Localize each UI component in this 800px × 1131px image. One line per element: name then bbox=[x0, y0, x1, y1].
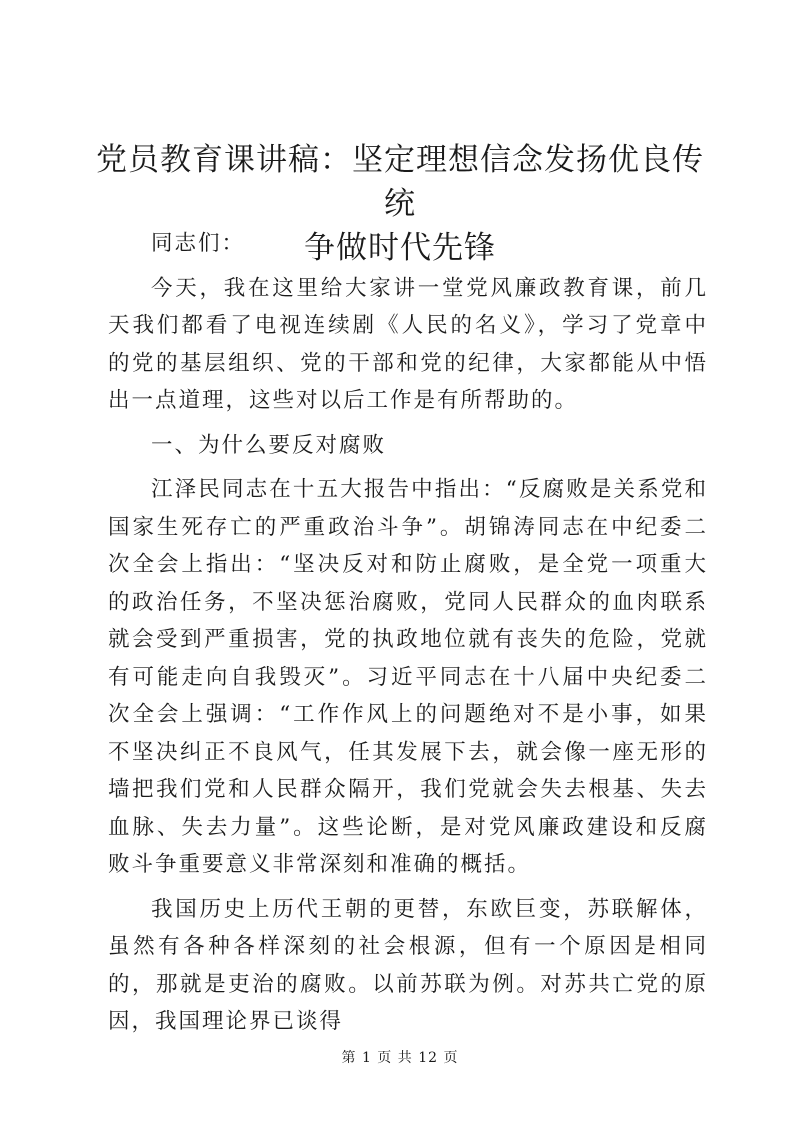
page-number-footer: 第 1 页 共 12 页 bbox=[341, 1050, 459, 1066]
salutation-paragraph: 同志们： bbox=[151, 231, 246, 256]
section-heading: 一、为什么要反对腐败 bbox=[151, 432, 387, 458]
title-line-1: 党员教育课讲稿：坚定理想信念发扬优良传统 bbox=[96, 142, 704, 222]
document-body bbox=[108, 225, 708, 1048]
intro-paragraph: 今天，我在这里给大家讲一堂党风廉政教育课，前几天我们都看了电视连续剧《人民的名义》，学习了党章中的党的基层组织、党的干部和党的纪律，大家都能从中悟出一点道理，这些对以后工作是有所帮助的。 bbox=[108, 275, 708, 413]
title-line-2: 争做时代先锋 bbox=[304, 230, 496, 266]
history-paragraph: 我国历史上历代王朝的更替，东欧巨变，苏联解体，虽然有各种各样深刻的社会根源，但有一个原因是相同的，那就是吏治的腐败。以前苏联为例。对苏共亡党的原因，我国理论界已谈得 bbox=[108, 896, 708, 1034]
quotes-paragraph: 江泽民同志在十五大报告中指出：“反腐败是关系党和国家生死存亡的严重政治斗争”。胡锦涛同志在中纪委二次全会上指出：“坚决反对和防止腐败，是全党一项重大的政治任务，不坚决惩治腐败，党同人民群众的血肉联系就会受到严重损害，党的执政地位就有丧失的危险，党就有可能走向自我毁灭”。习近平同志在十八届中央纪委二次全会上强调：“工作作风上的问题绝对不是小事，如果不坚决纠正不良风气，任其发展下去，就会像一座无形的墙把我们党和人民群众隔开，我们党就会失去根基、失去血脉、失去力量”。这些论断，是对党风廉政建设和反腐败斗争重要意义非常深刻和准确的概括。 bbox=[108, 477, 708, 877]
